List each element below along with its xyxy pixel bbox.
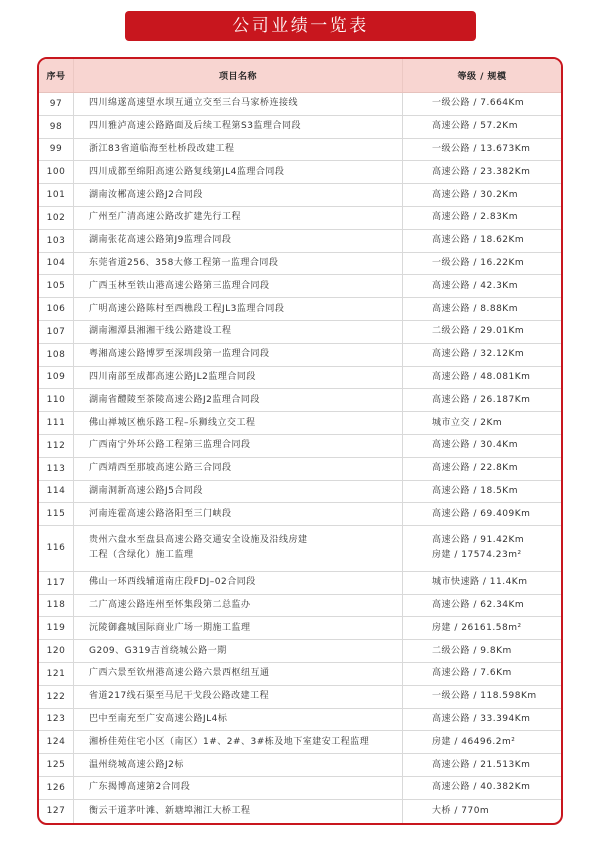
project-name-cell bbox=[74, 458, 403, 480]
project-name: 四川绵遂高速望水坝互通立交至三台马家桥连接线 bbox=[89, 98, 299, 109]
project-name: 佛山禅城区樵乐路工程–乐狮线立交工程 bbox=[89, 417, 256, 428]
project-name: 广西六景至钦州港高速公路六景西枢纽互通 bbox=[89, 668, 270, 679]
row-serial-number: 123 bbox=[39, 709, 74, 731]
project-name: 河南连霍高速公路洛阳至三门峡段 bbox=[89, 508, 232, 519]
project-name-cell bbox=[74, 184, 403, 206]
project-name-cell bbox=[74, 481, 403, 503]
row-serial-number: 112 bbox=[39, 435, 74, 457]
project-name-cell bbox=[74, 731, 403, 753]
row-serial-number: 106 bbox=[39, 298, 74, 320]
grade-scale-cell bbox=[403, 161, 561, 183]
table-row bbox=[39, 640, 561, 663]
grade-scale-cell bbox=[403, 184, 561, 206]
row-serial-number: 122 bbox=[39, 686, 74, 708]
table-row bbox=[39, 709, 561, 732]
project-name: 广明高速公路陈村至西樵段工程JL3监理合同段 bbox=[89, 303, 285, 314]
row-serial-number: 113 bbox=[39, 458, 74, 480]
table-row bbox=[39, 435, 561, 458]
table-body bbox=[39, 93, 561, 823]
table-row bbox=[39, 572, 561, 595]
table-row bbox=[39, 595, 561, 618]
project-name: 广西南宁外环公路工程第三监理合同段 bbox=[89, 440, 251, 451]
grade-scale-cell bbox=[403, 93, 561, 115]
project-name-cell bbox=[74, 572, 403, 594]
grade-scale-cell bbox=[403, 526, 561, 571]
project-name: 广州至广清高速公路改扩建先行工程 bbox=[89, 212, 242, 223]
table-row bbox=[39, 116, 561, 139]
project-name: 粤湘高速公路博罗至深圳段第一监理合同段 bbox=[89, 349, 270, 360]
project-name-cell bbox=[74, 526, 403, 571]
row-serial-number: 125 bbox=[39, 754, 74, 776]
project-name-cell bbox=[74, 640, 403, 662]
project-name-cell bbox=[74, 412, 403, 434]
project-name: 广东揭博高速第2合同段 bbox=[89, 782, 191, 793]
project-name-cell bbox=[74, 275, 403, 297]
project-name: 四川成都至绵阳高速公路复线第JL4监理合同段 bbox=[89, 166, 285, 177]
project-name: 广西靖西至那坡高速公路三合同段 bbox=[89, 463, 232, 474]
project-name-cell bbox=[74, 116, 403, 138]
grade-scale: 城市快速路 / 11.4Km bbox=[432, 577, 528, 588]
grade-scale: 高速公路 / 8.88Km bbox=[432, 303, 518, 314]
project-name: 贵州六盘水至盘县高速公路交通安全设施及沿线房建 bbox=[89, 535, 308, 546]
table-row bbox=[39, 161, 561, 184]
row-serial-number: 103 bbox=[39, 230, 74, 252]
row-serial-number: 111 bbox=[39, 412, 74, 434]
header-serial-number: 序号 bbox=[39, 59, 74, 92]
grade-scale: 高速公路 / 33.394Km bbox=[432, 713, 531, 724]
project-name-cell bbox=[74, 595, 403, 617]
grade-scale-cell bbox=[403, 344, 561, 366]
project-name-cell bbox=[74, 709, 403, 731]
project-name: 湖南省醴陵至茶陵高速公路J2监理合同段 bbox=[89, 394, 260, 405]
grade-scale-cell bbox=[403, 595, 561, 617]
table-row bbox=[39, 800, 561, 823]
project-name: 温州绕城高速公路J2标 bbox=[89, 759, 184, 770]
project-name: 浙江83省道临海至杜桥段改建工程 bbox=[89, 143, 235, 154]
grade-scale: 高速公路 / 62.34Km bbox=[432, 599, 525, 610]
project-name: 四川雅泸高速公路路面及后续工程第S3监理合同段 bbox=[89, 121, 301, 132]
table-row bbox=[39, 321, 561, 344]
project-name: 湖南张花高速公路第J9监理合同段 bbox=[89, 235, 232, 246]
grade-scale: 高速公路 / 91.42Km bbox=[432, 535, 525, 546]
grade-scale: 房建 / 26161.58m² bbox=[432, 622, 522, 633]
table-row bbox=[39, 389, 561, 412]
page-title: 公司业绩一览表 bbox=[232, 16, 369, 36]
grade-scale-cell bbox=[403, 412, 561, 434]
project-name: 省道217线石渠至马尼干戈段公路改建工程 bbox=[89, 691, 270, 702]
row-serial-number: 108 bbox=[39, 344, 74, 366]
table-row bbox=[39, 481, 561, 504]
project-name: 广西玉林至铁山港高速公路第三监理合同段 bbox=[89, 280, 270, 291]
grade-scale: 高速公路 / 32.12Km bbox=[432, 349, 525, 360]
grade-scale: 房建 / 17574.23m² bbox=[432, 550, 522, 561]
table-row bbox=[39, 207, 561, 230]
grade-scale-cell bbox=[403, 435, 561, 457]
row-serial-number: 117 bbox=[39, 572, 74, 594]
grade-scale: 二级公路 / 9.8Km bbox=[432, 645, 512, 656]
row-serial-number: 118 bbox=[39, 595, 74, 617]
project-name: 巴中至南充至广安高速公路JL4标 bbox=[89, 713, 228, 724]
grade-scale-cell bbox=[403, 207, 561, 229]
row-serial-number: 100 bbox=[39, 161, 74, 183]
project-name: 佛山一环西线辅道南庄段FDJ–02合同段 bbox=[89, 577, 256, 588]
project-name: 湖南洞新高速公路J5合同段 bbox=[89, 485, 203, 496]
title-banner bbox=[125, 11, 476, 41]
row-serial-number: 98 bbox=[39, 116, 74, 138]
table-header-row bbox=[39, 59, 561, 93]
project-name-cell bbox=[74, 800, 403, 823]
grade-scale: 二级公路 / 29.01Km bbox=[432, 326, 525, 337]
project-name-cell bbox=[74, 139, 403, 161]
table-row bbox=[39, 777, 561, 800]
grade-scale-cell bbox=[403, 503, 561, 525]
project-name-cell bbox=[74, 663, 403, 685]
project-name-cell bbox=[74, 367, 403, 389]
row-serial-number: 99 bbox=[39, 139, 74, 161]
table-row bbox=[39, 184, 561, 207]
grade-scale-cell bbox=[403, 481, 561, 503]
row-serial-number: 97 bbox=[39, 93, 74, 115]
project-name-cell bbox=[74, 686, 403, 708]
grade-scale: 高速公路 / 40.382Km bbox=[432, 782, 531, 793]
project-name: 工程（含绿化）施工监理 bbox=[89, 550, 194, 561]
table-row bbox=[39, 230, 561, 253]
row-serial-number: 114 bbox=[39, 481, 74, 503]
project-name: 四川南部至成都高速公路JL2监理合同段 bbox=[89, 371, 256, 382]
performance-table bbox=[37, 57, 563, 825]
grade-scale: 一级公路 / 118.598Km bbox=[432, 691, 537, 702]
grade-scale: 高速公路 / 2.83Km bbox=[432, 212, 518, 223]
row-serial-number: 104 bbox=[39, 253, 74, 275]
grade-scale: 高速公路 / 57.2Km bbox=[432, 121, 518, 132]
grade-scale: 高速公路 / 7.6Km bbox=[432, 668, 512, 679]
grade-scale: 高速公路 / 21.513Km bbox=[432, 759, 531, 770]
project-name: 衡云干道茅叶滩、新塘埠湘江大桥工程 bbox=[89, 805, 251, 816]
table-row bbox=[39, 754, 561, 777]
project-name-cell bbox=[74, 344, 403, 366]
row-serial-number: 115 bbox=[39, 503, 74, 525]
table-row bbox=[39, 298, 561, 321]
row-serial-number: 101 bbox=[39, 184, 74, 206]
row-serial-number: 107 bbox=[39, 321, 74, 343]
table-row bbox=[39, 458, 561, 481]
grade-scale: 大桥 / 770m bbox=[432, 805, 490, 816]
header-project-name: 项目名称 bbox=[74, 59, 403, 92]
row-serial-number: 119 bbox=[39, 617, 74, 639]
grade-scale: 高速公路 / 69.409Km bbox=[432, 508, 531, 519]
row-serial-number: 120 bbox=[39, 640, 74, 662]
grade-scale: 高速公路 / 18.5Km bbox=[432, 485, 518, 496]
table-row bbox=[39, 93, 561, 116]
grade-scale-cell bbox=[403, 253, 561, 275]
table-row bbox=[39, 731, 561, 754]
row-serial-number: 102 bbox=[39, 207, 74, 229]
table-row bbox=[39, 275, 561, 298]
grade-scale: 高速公路 / 18.62Km bbox=[432, 235, 525, 246]
project-name-cell bbox=[74, 503, 403, 525]
table-row bbox=[39, 139, 561, 162]
grade-scale-cell bbox=[403, 686, 561, 708]
grade-scale-cell bbox=[403, 617, 561, 639]
grade-scale-cell bbox=[403, 116, 561, 138]
grade-scale: 高速公路 / 26.187Km bbox=[432, 394, 531, 405]
project-name: 东莞省道256、358大修工程第一监理合同段 bbox=[89, 257, 279, 268]
grade-scale: 一级公路 / 7.664Km bbox=[432, 98, 525, 109]
grade-scale-cell bbox=[403, 367, 561, 389]
grade-scale-cell bbox=[403, 298, 561, 320]
grade-scale-cell bbox=[403, 275, 561, 297]
row-serial-number: 109 bbox=[39, 367, 74, 389]
grade-scale-cell bbox=[403, 139, 561, 161]
grade-scale-cell bbox=[403, 777, 561, 799]
project-name-cell bbox=[74, 161, 403, 183]
project-name-cell bbox=[74, 93, 403, 115]
table-row bbox=[39, 253, 561, 276]
grade-scale: 高速公路 / 22.8Km bbox=[432, 463, 518, 474]
grade-scale: 高速公路 / 30.4Km bbox=[432, 440, 518, 451]
grade-scale-cell bbox=[403, 663, 561, 685]
header-grade-scale: 等级 / 规模 bbox=[457, 72, 507, 82]
grade-scale-cell bbox=[403, 709, 561, 731]
row-serial-number: 110 bbox=[39, 389, 74, 411]
table-row bbox=[39, 367, 561, 390]
grade-scale: 一级公路 / 16.22Km bbox=[432, 257, 525, 268]
grade-scale-cell bbox=[403, 230, 561, 252]
grade-scale-cell bbox=[403, 731, 561, 753]
grade-scale: 城市立交 / 2Km bbox=[432, 417, 503, 428]
table-row bbox=[39, 503, 561, 526]
row-serial-number: 121 bbox=[39, 663, 74, 685]
project-name-cell bbox=[74, 253, 403, 275]
project-name-cell bbox=[74, 298, 403, 320]
project-name: 沅陵御鑫城国际商业广场一期施工监理 bbox=[89, 622, 251, 633]
table-row bbox=[39, 663, 561, 686]
project-name-cell bbox=[74, 389, 403, 411]
row-serial-number: 124 bbox=[39, 731, 74, 753]
row-serial-number: 127 bbox=[39, 800, 74, 823]
row-serial-number: 126 bbox=[39, 777, 74, 799]
grade-scale-cell bbox=[403, 754, 561, 776]
project-name-cell bbox=[74, 617, 403, 639]
grade-scale: 一级公路 / 13.673Km bbox=[432, 143, 531, 154]
grade-scale-cell bbox=[403, 800, 561, 823]
grade-scale: 房建 / 46496.2m² bbox=[432, 736, 516, 747]
grade-scale: 高速公路 / 48.081Km bbox=[432, 371, 531, 382]
grade-scale-cell bbox=[403, 321, 561, 343]
table-row bbox=[39, 344, 561, 367]
table-row bbox=[39, 617, 561, 640]
project-name: G209、G319吉首绕城公路一期 bbox=[89, 645, 227, 656]
table-row bbox=[39, 412, 561, 435]
grade-scale-cell bbox=[403, 640, 561, 662]
project-name-cell bbox=[74, 754, 403, 776]
row-serial-number: 116 bbox=[39, 526, 74, 571]
project-name-cell bbox=[74, 777, 403, 799]
project-name-cell bbox=[74, 435, 403, 457]
project-name: 湖南湘潭县湘湘干线公路建设工程 bbox=[89, 326, 232, 337]
grade-scale: 高速公路 / 23.382Km bbox=[432, 166, 531, 177]
project-name-cell bbox=[74, 207, 403, 229]
project-name-cell bbox=[74, 230, 403, 252]
project-name-cell bbox=[74, 321, 403, 343]
project-name: 二广高速公路连州至怀集段第二总监办 bbox=[89, 599, 251, 610]
table-row bbox=[39, 686, 561, 709]
grade-scale: 高速公路 / 42.3Km bbox=[432, 280, 518, 291]
table-row bbox=[39, 526, 561, 572]
grade-scale-cell bbox=[403, 458, 561, 480]
grade-scale-cell bbox=[403, 389, 561, 411]
project-name: 湖南汝郴高速公路J2合同段 bbox=[89, 189, 203, 200]
row-serial-number: 105 bbox=[39, 275, 74, 297]
grade-scale: 高速公路 / 30.2Km bbox=[432, 189, 518, 200]
grade-scale-cell bbox=[403, 572, 561, 594]
project-name: 湘桥佳苑住宅小区（南区）1#、2#、3#栋及地下室建安工程监理 bbox=[89, 736, 370, 747]
